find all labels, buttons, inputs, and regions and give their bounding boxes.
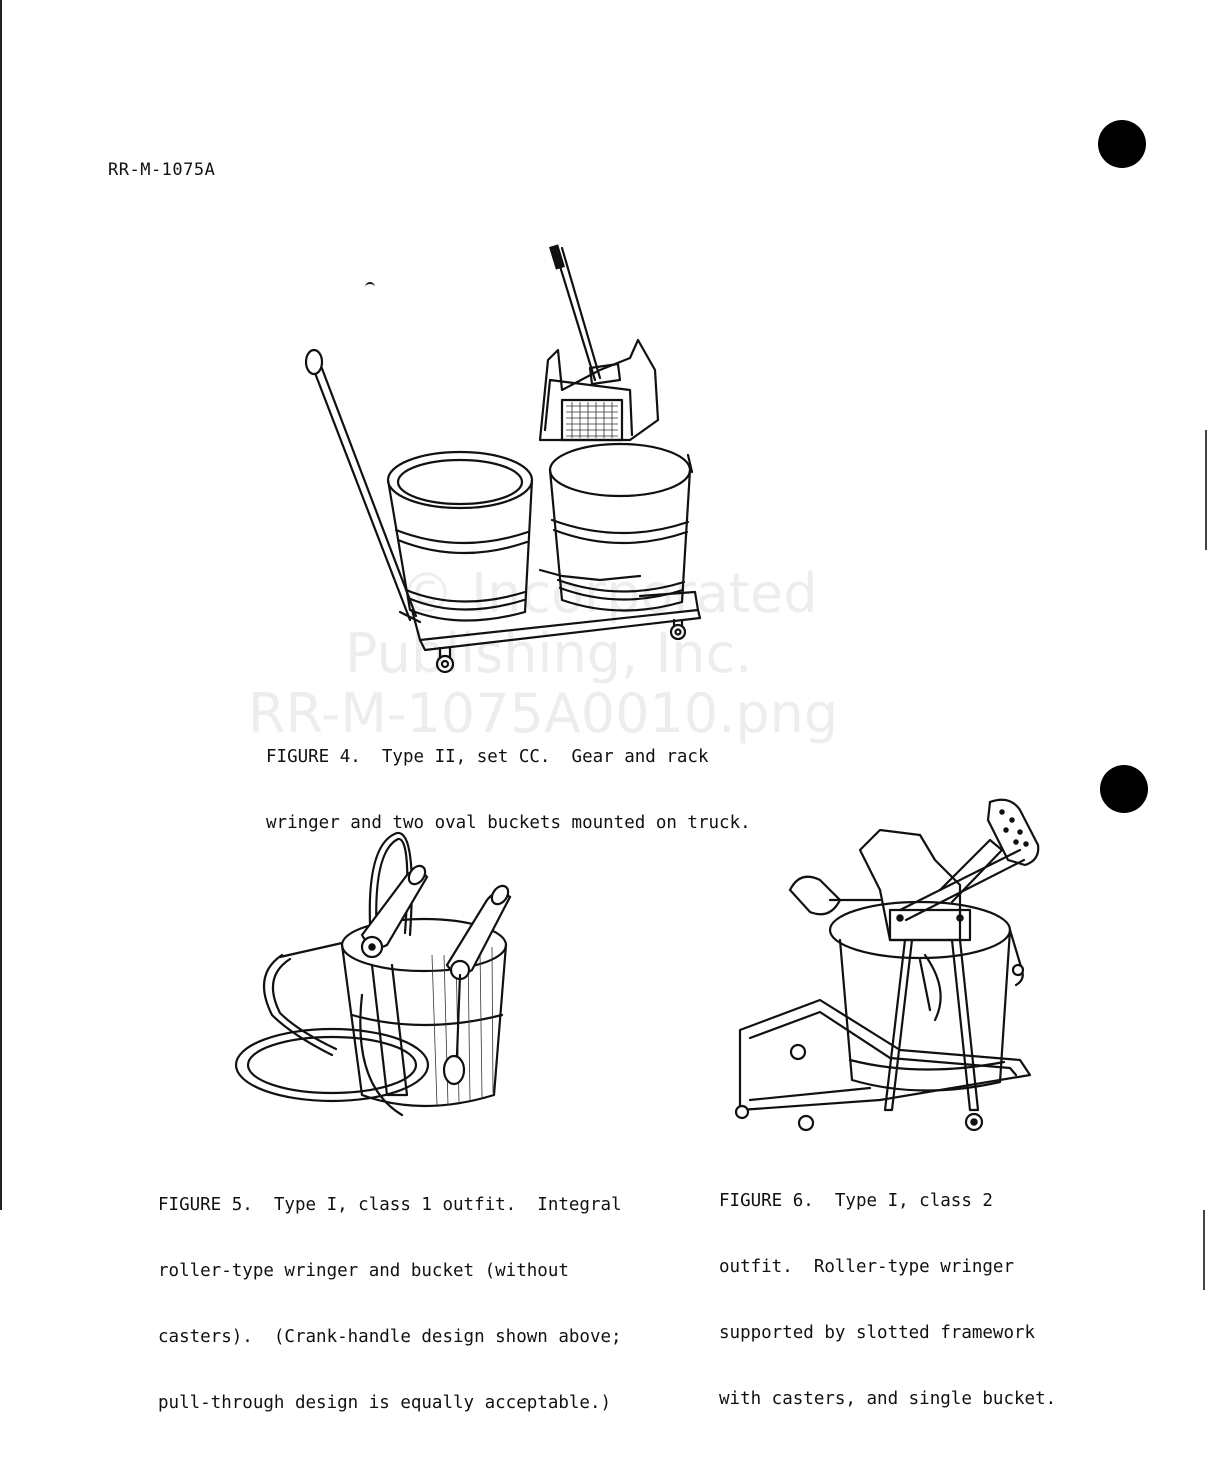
watermark-line: Publishing, Inc. xyxy=(345,622,753,685)
caption-line: FIGURE 6. Type I, class 2 xyxy=(719,1191,993,1211)
scan-edge-right-lower xyxy=(1203,1210,1205,1290)
watermark-line: RR-M-1075A0010.png xyxy=(248,682,839,745)
caption-line: pull-through design is equally acceptable.) xyxy=(158,1393,612,1413)
figure-6-illustration xyxy=(720,790,1040,1135)
figure-4-illustration xyxy=(300,240,720,680)
watermark-line: © Incorporated xyxy=(400,562,818,625)
figure-5-caption xyxy=(158,1150,622,1458)
binder-hole-top xyxy=(1098,120,1146,168)
scan-edge-right xyxy=(1205,430,1207,550)
caption-line: roller-type wringer and bucket (without xyxy=(158,1261,569,1281)
binder-hole-middle xyxy=(1100,765,1148,813)
caption-line: with casters, and single bucket. xyxy=(719,1389,1057,1409)
caption-line: wringer and two oval buckets mounted on truck. xyxy=(266,813,751,833)
caption-line: casters). (Crank-handle design shown above; xyxy=(158,1327,622,1347)
caption-line: FIGURE 4. Type II, set CC. Gear and rack xyxy=(266,747,709,767)
figure-6-caption xyxy=(719,1146,1056,1454)
document-id: RR-M-1075A xyxy=(108,160,216,180)
caption-line: FIGURE 5. Type I, class 1 outfit. Integral xyxy=(158,1195,622,1215)
figure-5-illustration xyxy=(232,825,522,1125)
scan-edge-left xyxy=(0,0,2,1210)
stray-mark xyxy=(365,282,375,290)
caption-line: outfit. Roller-type wringer xyxy=(719,1257,1015,1277)
caption-line: supported by slotted framework xyxy=(719,1323,1036,1343)
